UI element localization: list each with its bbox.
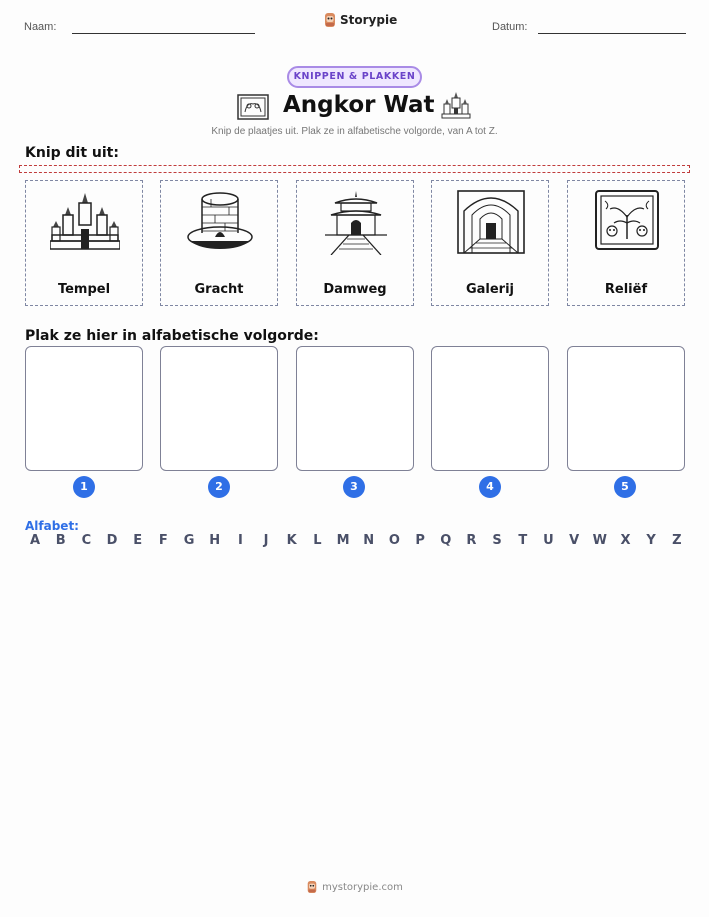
alphabet-letter: H bbox=[209, 533, 221, 548]
paste-slot-4[interactable] bbox=[431, 346, 549, 471]
alphabet-letter: K bbox=[286, 533, 297, 548]
date-label: Datum: bbox=[492, 21, 528, 33]
gallery-icon bbox=[456, 189, 526, 255]
alphabet-letter: C bbox=[81, 533, 92, 548]
page-title: Angkor Wat bbox=[283, 92, 435, 118]
brand-name: Storypie bbox=[340, 13, 398, 27]
date-line[interactable] bbox=[538, 33, 686, 34]
alphabet-letter: G bbox=[183, 533, 195, 548]
slot-number-4: 4 bbox=[479, 476, 501, 498]
alphabet-letter: V bbox=[569, 533, 580, 548]
alphabet-letter: Z bbox=[672, 533, 682, 548]
slot-number-2: 2 bbox=[208, 476, 230, 498]
alphabet-letter: W bbox=[592, 533, 607, 548]
cut-card-galerij[interactable] bbox=[431, 180, 549, 306]
alphabet-letter: J bbox=[263, 533, 269, 548]
alphabet-letter: S bbox=[492, 533, 502, 548]
alphabet-letter: N bbox=[363, 533, 375, 548]
footer bbox=[0, 880, 709, 894]
relief-icon bbox=[237, 94, 269, 120]
alphabet-letter: E bbox=[133, 533, 143, 548]
temple-icon bbox=[441, 90, 471, 120]
alphabet-letter: I bbox=[237, 533, 243, 548]
cut-card-damweg[interactable] bbox=[296, 180, 414, 306]
alphabet-letter: A bbox=[29, 533, 41, 548]
name-line[interactable] bbox=[72, 33, 255, 34]
alphabet-letter: B bbox=[55, 533, 66, 548]
card-label: Galerij bbox=[465, 282, 515, 297]
alphabet-letter: M bbox=[336, 533, 350, 548]
alphabet-letter: F bbox=[158, 533, 168, 548]
footer-url[interactable]: mystorypie.com bbox=[322, 881, 403, 893]
cut-card-tempel[interactable] bbox=[25, 180, 143, 306]
alphabet-letter: U bbox=[543, 533, 554, 548]
alphabet-letter: R bbox=[466, 533, 477, 548]
alphabet-letter: D bbox=[106, 533, 118, 548]
card-label: Damweg bbox=[323, 282, 387, 297]
temple-icon bbox=[50, 189, 120, 255]
card-label: Reliëf bbox=[604, 282, 648, 297]
instructions: Knip de plaatjes uit. Plak ze in alfabetische volgorde, van A tot Z. bbox=[211, 126, 498, 137]
alphabet-letter: L bbox=[313, 533, 322, 548]
paste-slot-3[interactable] bbox=[296, 346, 414, 471]
paste-slot-5[interactable] bbox=[567, 346, 685, 471]
alphabet-letter: X bbox=[620, 533, 631, 548]
cut-heading: Knip dit uit: bbox=[25, 145, 119, 161]
name-label: Naam: bbox=[24, 21, 57, 33]
alphabet-letter: T bbox=[518, 533, 528, 548]
causeway-icon bbox=[321, 189, 391, 255]
activity-badge: KNIPPEN & PLAKKEN bbox=[287, 66, 422, 88]
alphabet-letter: Y bbox=[646, 533, 656, 548]
card-label: Gracht bbox=[194, 282, 244, 297]
mascot-icon bbox=[306, 880, 318, 894]
slot-number-5: 5 bbox=[614, 476, 636, 498]
cut-card-gracht[interactable] bbox=[160, 180, 278, 306]
alphabet-letter: O bbox=[388, 533, 400, 548]
alphabet-row bbox=[26, 533, 686, 548]
alphabet-label: Alfabet: bbox=[25, 519, 79, 533]
slot-number-1: 1 bbox=[73, 476, 95, 498]
paste-slot-2[interactable] bbox=[160, 346, 278, 471]
alphabet-letter: P bbox=[415, 533, 425, 548]
paste-heading: Plak ze hier in alfabetische volgorde: bbox=[25, 328, 319, 344]
mascot-icon bbox=[323, 12, 337, 28]
relief-icon bbox=[592, 189, 662, 255]
cut-line bbox=[19, 165, 690, 173]
storypie-logo bbox=[323, 12, 397, 28]
card-label: Tempel bbox=[57, 282, 111, 297]
slot-number-3: 3 bbox=[343, 476, 365, 498]
cut-card-relief[interactable] bbox=[567, 180, 685, 306]
moat-icon bbox=[185, 189, 255, 255]
alphabet-letter: Q bbox=[440, 533, 452, 548]
paste-slot-1[interactable] bbox=[25, 346, 143, 471]
